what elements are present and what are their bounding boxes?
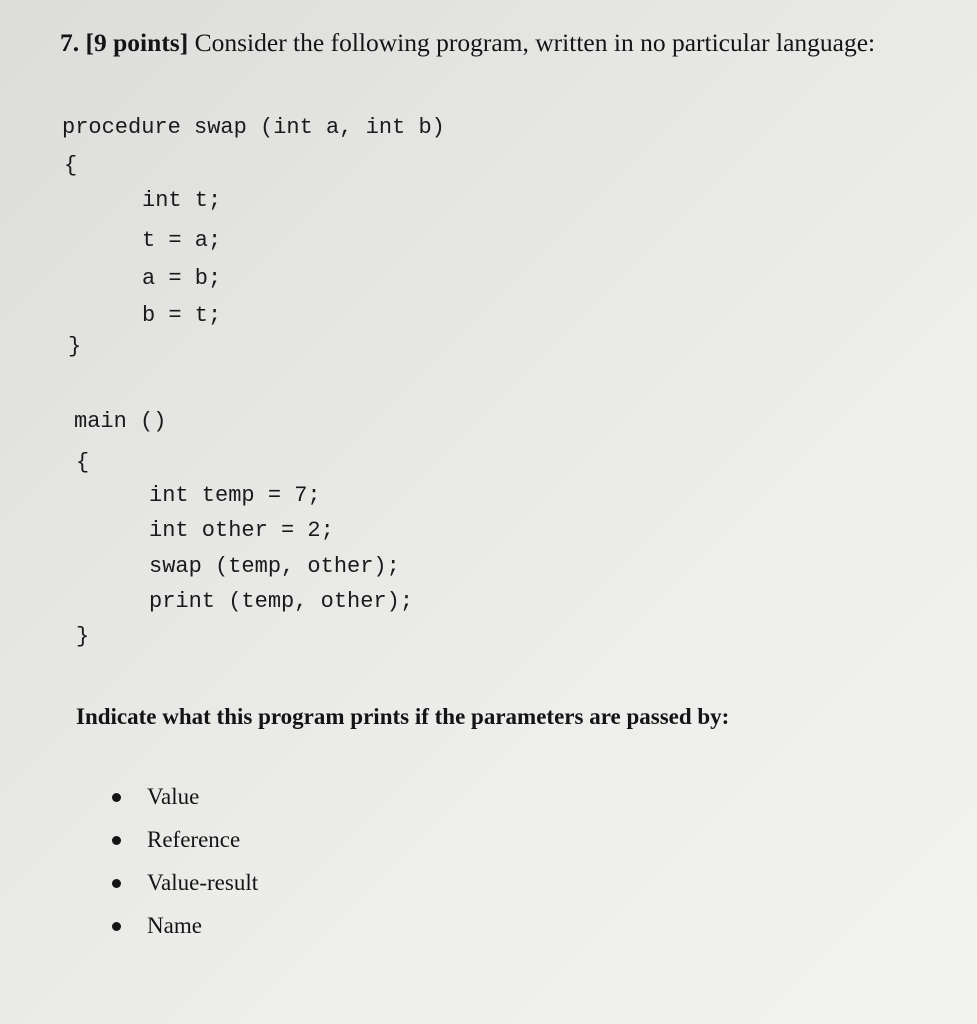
main-body-line: int other = 2; [149,518,334,543]
main-body-line: int temp = 7; [149,483,321,508]
instruction-text: Indicate what this program prints if the parameters are passed by: [76,704,730,729]
procedure-body-line: b = t; [142,303,222,328]
option-label: Name [147,913,202,938]
procedure-body-line: t = a; [142,228,222,253]
procedure-body-line: a = b; [142,266,222,291]
question-text: Consider the following program, written in no particular language: [194,28,876,57]
option-label: Value [147,784,200,809]
procedure-open-brace: { [64,153,78,178]
main-body-line: swap (temp, other); [149,554,400,579]
bullet-icon [112,922,121,931]
bullet-icon [112,793,121,802]
question-header [60,26,875,60]
option-label: Value-result [147,870,259,895]
question-number: 7. [60,28,80,57]
procedure-body-line: int t; [142,188,222,213]
question-points: [9 points] [85,28,189,57]
bullet-icon [112,836,121,845]
main-close-brace: } [76,624,90,649]
procedure-close-brace: } [68,334,82,359]
bullet-icon [112,879,121,888]
procedure-signature: procedure swap (int a, int b) [62,115,445,140]
main-body-line: print (temp, other); [149,589,414,614]
main-signature: main () [74,409,167,434]
main-open-brace: { [76,450,90,475]
option-label: Reference [147,827,241,852]
